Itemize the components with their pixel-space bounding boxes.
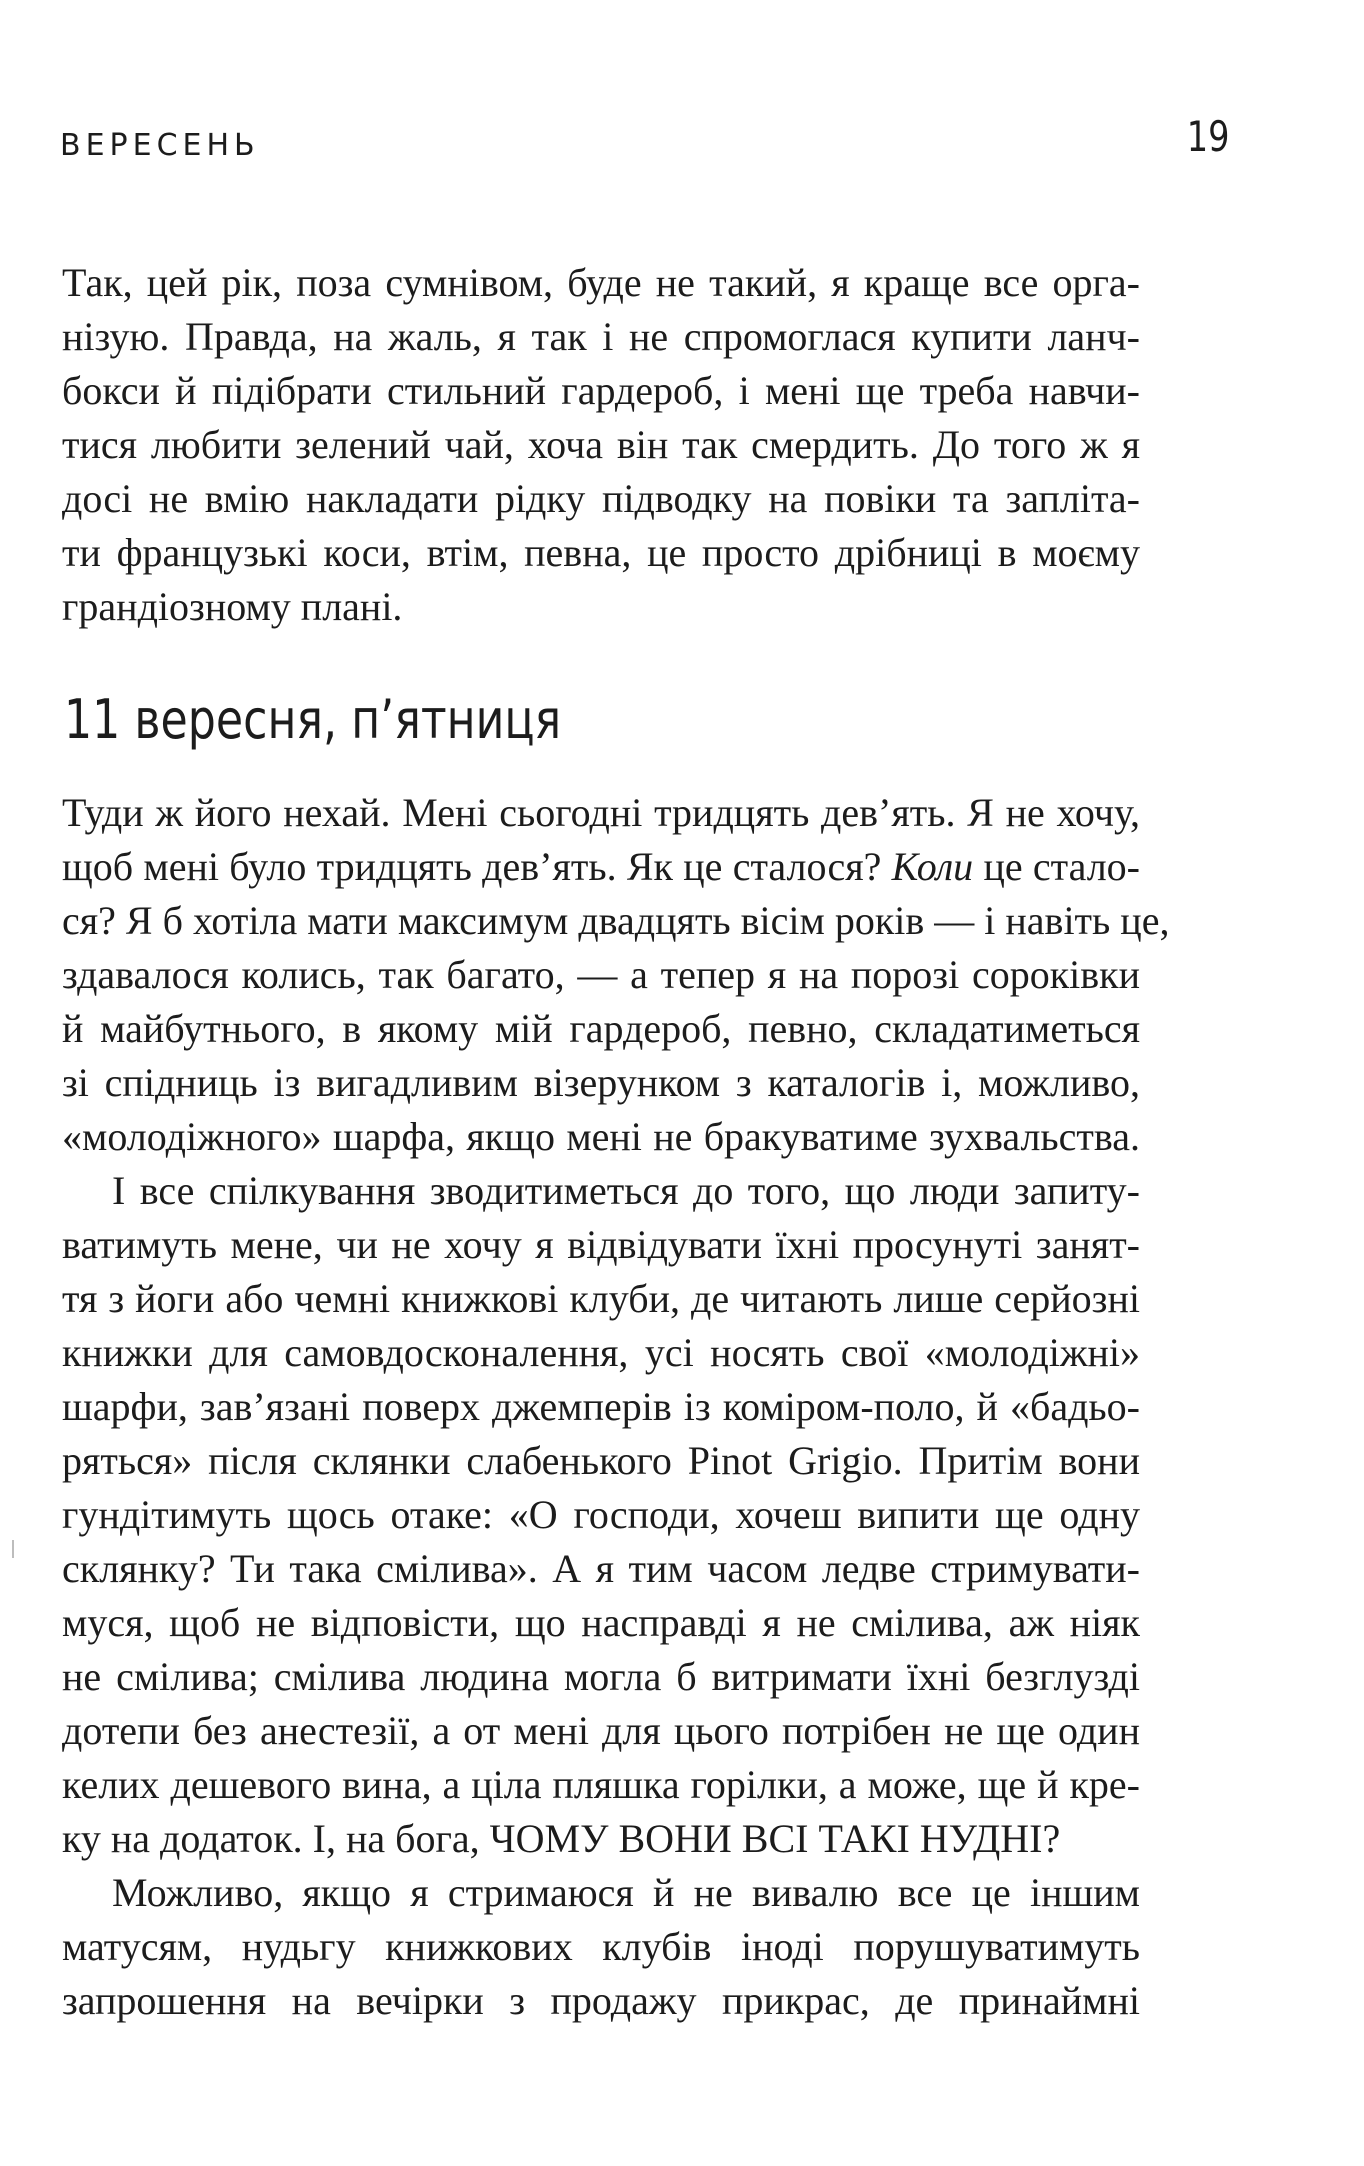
intro-line: ти французькі коси, втім, певна, це просто дрібниці в моєму	[62, 530, 1140, 575]
paragraph-line: Можливо, якщо я стримаюся й не вивалю все це іншим	[112, 1870, 1140, 1915]
text-span: щоб мені було тридцять дев’ять. Як це сталося?	[62, 844, 892, 889]
intro-line: тися любити зелений чай, хоча він так смердить. До того ж я	[62, 422, 1140, 467]
page-number: 19	[1186, 112, 1229, 161]
paragraph-line: запрошення на вечірки з продажу прикрас, де принаймні	[62, 1978, 1140, 2023]
paragraph-line: шарфи, зав’язані поверх джемперів із коміром-поло, й «бадьо-	[62, 1384, 1140, 1429]
paragraph-line: не смілива; смілива людина могла б витримати їхні безглузді	[62, 1654, 1140, 1699]
entry-heading: 11 вересня, п’ятниця	[64, 688, 562, 751]
paragraph-line: дотепи без анестезії, а от мені для цього потрібен не ще один	[62, 1708, 1140, 1753]
paragraph-line: ватимуть мене, чи не хочу я відвідувати їхні просунуті занят-	[62, 1222, 1140, 1267]
paragraph-line: ся? Я б хотіла мати максимум двадцять вісім років — і навіть це,	[62, 898, 1170, 943]
paragraph-line: й майбутнього, в якому мій гардероб, певно, складатиметься	[62, 1006, 1140, 1051]
paragraph-line: муся, щоб не відповісти, що насправді я не смілива, аж ніяк	[62, 1600, 1140, 1645]
scan-mark	[12, 1540, 14, 1558]
paragraph-line: «молодіжного» шарфа, якщо мені не бракуватиме зухвальства.	[62, 1114, 1140, 1159]
running-head: ВЕРЕСЕНЬ	[60, 128, 260, 163]
paragraph-line: здавалося колись, так багато, — а тепер я на порозі сороківки	[62, 952, 1140, 997]
paragraph-line	[62, 843, 1140, 891]
paragraph-line: зі спідниць із вигадливим візерунком з каталогів і, можливо,	[62, 1060, 1140, 1105]
intro-line: Так, цей рік, поза сумнівом, буде не такий, я краще все орга-	[62, 260, 1140, 305]
intro-line: грандіозному плані.	[62, 584, 403, 629]
paragraph-line: келих дешевого вина, а ціла пляшка горілки, а може, ще й кре-	[62, 1762, 1140, 1807]
paragraph-line: ряться» після склянки слабенького Pinot Grigio. Притім вони	[62, 1438, 1140, 1483]
paragraph-line: книжки для самовдосконалення, усі носять свої «молодіжні»	[62, 1330, 1140, 1375]
paragraph-line: гундітимуть щось отаке: «О господи, хочеш випити ще одну	[62, 1492, 1140, 1537]
italic-emphasis: Коли	[891, 844, 974, 889]
text-span: це стало-	[973, 844, 1140, 889]
intro-line: нізую. Правда, на жаль, я так і не спромоглася купити ланч-	[62, 314, 1140, 359]
paragraph-line: І все спілкування зводитиметься до того, що люди запиту-	[112, 1168, 1140, 1213]
intro-line: бокси й підібрати стильний гардероб, і мені ще треба навчи-	[62, 368, 1140, 413]
paragraph-line: матусям, нудьгу книжкових клубів іноді порушуватимуть	[62, 1924, 1140, 1969]
paragraph-line: Туди ж його нехай. Мені сьогодні тридцять дев’ять. Я не хочу,	[62, 790, 1140, 835]
paragraph-line: тя з йоги або чемні книжкові клуби, де читають лише серйозні	[62, 1276, 1140, 1321]
paragraph-line: склянку? Ти така смілива». А я тим часом ледве стримувати-	[62, 1546, 1140, 1591]
paragraph-line: ку на додаток. І, на бога, ЧОМУ ВОНИ ВСІ ТАКІ НУДНІ?	[62, 1816, 1061, 1861]
intro-line: досі не вмію накладати рідку підводку на повіки та запліта-	[62, 476, 1140, 521]
